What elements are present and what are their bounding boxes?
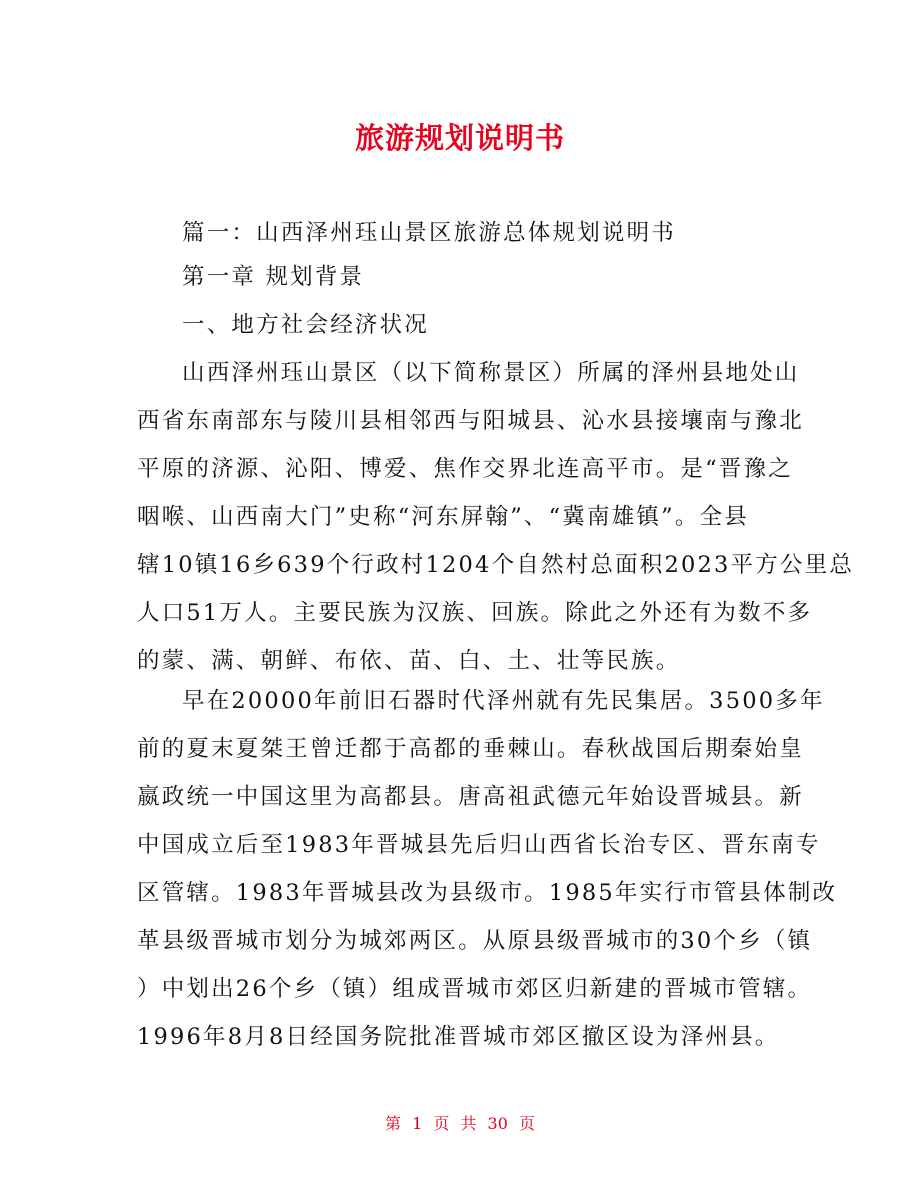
- page-number-footer: 第 1 页 共 30 页: [385, 1114, 535, 1133]
- paragraph-line: 辖10镇16乡639个行政村1204个自然村总面积2023平方公里总: [137, 552, 855, 578]
- paragraph-line: 咽喉、山西南大门”史称“河东屏翰”、“冀南雄镇”。全县: [137, 504, 749, 530]
- document-title: 旅游规划说明书: [354, 121, 565, 155]
- paragraph-line: 山西泽州珏山景区（以下简称景区）所属的泽州县地处山: [182, 360, 800, 386]
- paragraph-line: 西省东南部东与陵川县相邻西与阳城县、沁水县接壤南与豫北: [137, 408, 804, 434]
- paragraph-line: 前的夏末夏桀王曾迁都于高都的垂棘山。春秋战国后期秦始皇: [137, 736, 804, 762]
- paragraph-line: 革县级晋城市划分为城郊两区。从原县级晋城市的30个乡（镇: [137, 928, 813, 954]
- paragraph-line: 中国成立后至1983年晋城县先后归山西省长治专区、晋东南专: [137, 832, 821, 858]
- paragraph-line: 1996年8月8日经国务院批准晋城市郊区撤区设为泽州县。: [137, 1024, 780, 1050]
- paragraph-line: 区管辖。1983年晋城县改为县级市。1985年实行市管县体制改: [137, 880, 838, 906]
- paragraph-line: 嬴政统一中国这里为高都县。唐高祖武德元年始设晋城县。新: [137, 784, 804, 810]
- paragraph-line: 平原的济源、沁阳、博爱、焦作交界北连高平市。是“晋豫之: [137, 456, 793, 482]
- paragraph-line: 的蒙、满、朝鲜、布依、苗、白、土、壮等民族。: [137, 648, 681, 674]
- paragraph-line: ）中划出26个乡（镇）组成晋城市郊区归新建的晋城市管辖。: [137, 976, 813, 1002]
- section-heading: 篇一：山西泽州珏山景区旅游总体规划说明书: [182, 220, 677, 246]
- subsection-heading: 一、地方社会经济状况: [182, 312, 430, 338]
- paragraph-line: 早在20000年前旧石器时代泽州就有先民集居。3500多年: [182, 688, 825, 714]
- paragraph-line: 人口51万人。主要民族为汉族、回族。除此之外还有为数不多: [137, 600, 813, 626]
- chapter-heading: 第一章 规划背景: [182, 264, 365, 290]
